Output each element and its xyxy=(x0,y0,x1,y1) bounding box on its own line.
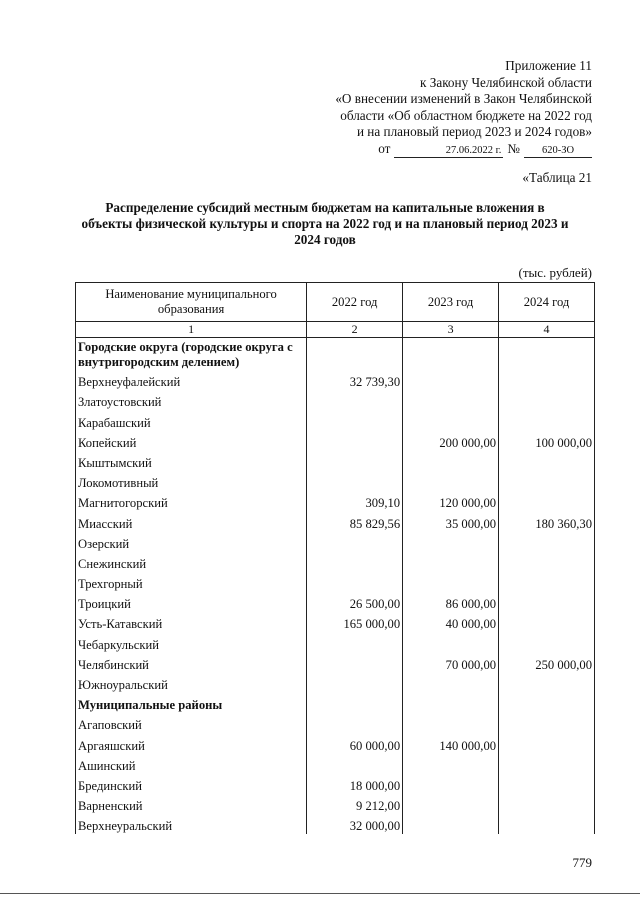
table-group-row xyxy=(76,338,595,371)
value-2023-cell: 70 000,00 xyxy=(403,653,499,673)
table-row xyxy=(76,713,595,733)
value-2022-cell xyxy=(307,532,403,552)
municipality-name-cell: Магнитогорский xyxy=(76,491,307,511)
value-2023-cell xyxy=(403,693,499,713)
column-header-2024: 2024 год xyxy=(499,283,595,322)
page-number: 779 xyxy=(572,855,592,870)
value-2024-cell xyxy=(499,491,595,511)
value-2024-cell: 100 000,00 xyxy=(499,431,595,451)
value-2022-cell xyxy=(307,338,403,371)
municipality-name-cell: Чебаркульский xyxy=(76,632,307,652)
from-label: от xyxy=(378,140,391,156)
municipality-name-cell: Варненский xyxy=(76,794,307,814)
column-header-2023: 2023 год xyxy=(403,283,499,322)
value-2024-cell xyxy=(499,410,595,430)
law-date-number xyxy=(292,141,592,158)
value-2024-cell: 250 000,00 xyxy=(499,653,595,673)
value-2022-cell: 85 829,56 xyxy=(307,511,403,531)
value-2023-cell xyxy=(403,814,499,834)
municipality-name-cell: Усть-Катавский xyxy=(76,612,307,632)
column-number: 1 xyxy=(76,322,307,338)
law-number: 620-ЗО xyxy=(524,144,592,158)
table-row xyxy=(76,370,595,390)
municipality-name-cell: Муниципальные районы xyxy=(76,693,307,713)
value-2023-cell: 200 000,00 xyxy=(403,431,499,451)
value-2022-cell: 18 000,00 xyxy=(307,774,403,794)
appendix-line: области «Об областном бюджете на 2022 год xyxy=(340,107,592,123)
appendix-line: Приложение 11 xyxy=(505,58,592,73)
table-row xyxy=(76,754,595,774)
value-2022-cell xyxy=(307,653,403,673)
value-2022-cell xyxy=(307,713,403,733)
value-2022-cell xyxy=(307,693,403,713)
value-2024-cell xyxy=(499,632,595,652)
table-row xyxy=(76,673,595,693)
value-2024-cell xyxy=(499,370,595,390)
value-2024-cell xyxy=(499,471,595,491)
column-number: 4 xyxy=(499,322,595,338)
value-2023-cell xyxy=(403,552,499,572)
value-2022-cell xyxy=(307,451,403,471)
municipality-name-cell: Челябинский xyxy=(76,653,307,673)
value-2024-cell xyxy=(499,733,595,753)
value-2024-cell xyxy=(499,713,595,733)
law-date: 27.06.2022 г. xyxy=(394,144,503,158)
value-2024-cell xyxy=(499,572,595,592)
municipality-name-cell: Аргаяшский xyxy=(76,733,307,753)
municipality-name-cell: Карабашский xyxy=(76,410,307,430)
value-2024-cell xyxy=(499,693,595,713)
municipality-name-cell: Миасский xyxy=(76,511,307,531)
value-2023-cell xyxy=(403,713,499,733)
value-2023-cell: 86 000,00 xyxy=(403,592,499,612)
value-2022-cell xyxy=(307,754,403,774)
municipality-name-cell: Ашинский xyxy=(76,754,307,774)
value-2023-cell xyxy=(403,471,499,491)
municipality-name-cell: Верхнеуфалейский xyxy=(76,370,307,390)
value-2022-cell: 309,10 xyxy=(307,491,403,511)
value-2022-cell: 26 500,00 xyxy=(307,592,403,612)
table-row xyxy=(76,632,595,652)
value-2022-cell xyxy=(307,390,403,410)
value-2023-cell: 140 000,00 xyxy=(403,733,499,753)
value-2024-cell xyxy=(499,532,595,552)
municipality-name-cell: Златоустовский xyxy=(76,390,307,410)
value-2024-cell xyxy=(499,774,595,794)
value-2023-cell xyxy=(403,794,499,814)
value-2022-cell: 60 000,00 xyxy=(307,733,403,753)
municipality-name-cell: Троицкий xyxy=(76,592,307,612)
column-number: 3 xyxy=(403,322,499,338)
value-2024-cell xyxy=(499,754,595,774)
appendix-line: «О внесении изменений в Закон Челябинской xyxy=(335,91,592,107)
municipality-name-cell: Озерский xyxy=(76,532,307,552)
municipality-name-cell: Южноуральский xyxy=(76,673,307,693)
value-2023-cell xyxy=(403,673,499,693)
table-row xyxy=(76,592,595,612)
value-2023-cell xyxy=(403,572,499,592)
value-2024-cell xyxy=(499,390,595,410)
municipality-name-cell: Копейский xyxy=(76,431,307,451)
appendix-header xyxy=(292,58,592,158)
table-row xyxy=(76,410,595,430)
page-bottom-rule xyxy=(0,893,640,894)
value-2023-cell xyxy=(403,532,499,552)
table-group-row xyxy=(76,693,595,713)
value-2024-cell xyxy=(499,592,595,612)
table-body xyxy=(76,338,595,835)
units-label: (тыс. рублей) xyxy=(518,265,592,280)
value-2023-cell: 120 000,00 xyxy=(403,491,499,511)
value-2023-cell xyxy=(403,370,499,390)
value-2022-cell xyxy=(307,471,403,491)
value-2022-cell: 165 000,00 xyxy=(307,612,403,632)
subsidies-table xyxy=(75,282,595,834)
column-number-row xyxy=(76,322,595,338)
table-row xyxy=(76,612,595,632)
table-row xyxy=(76,733,595,753)
column-header-name: Наименование муниципального образования xyxy=(76,283,307,322)
number-label: № xyxy=(507,140,520,156)
value-2022-cell: 32 000,00 xyxy=(307,814,403,834)
value-2023-cell: 35 000,00 xyxy=(403,511,499,531)
value-2022-cell xyxy=(307,572,403,592)
table-header-row xyxy=(76,283,595,322)
value-2024-cell xyxy=(499,814,595,834)
table-row xyxy=(76,511,595,531)
value-2023-cell: 40 000,00 xyxy=(403,612,499,632)
value-2022-cell: 32 739,30 xyxy=(307,370,403,390)
table-row xyxy=(76,653,595,673)
value-2023-cell xyxy=(403,632,499,652)
appendix-line: и на плановый период 2023 и 2024 годов» xyxy=(356,124,592,140)
table-row xyxy=(76,552,595,572)
table-row xyxy=(76,774,595,794)
value-2023-cell xyxy=(403,390,499,410)
appendix-line: к Закону Челябинской области xyxy=(420,74,592,90)
value-2022-cell xyxy=(307,431,403,451)
value-2024-cell xyxy=(499,794,595,814)
value-2024-cell xyxy=(499,552,595,572)
table-row xyxy=(76,532,595,552)
municipality-name-cell: Верхнеуральский xyxy=(76,814,307,834)
table-row xyxy=(76,572,595,592)
document-title: Распределение субсидий местным бюджетам на капитальные вложения в объекты физической культуры и спорта на 2022 год и на плановый период 2023 и 2024 годов xyxy=(81,200,569,247)
value-2022-cell xyxy=(307,673,403,693)
value-2023-cell xyxy=(403,338,499,371)
value-2022-cell xyxy=(307,410,403,430)
value-2024-cell xyxy=(499,612,595,632)
value-2024-cell xyxy=(499,338,595,371)
column-header-2022: 2022 год xyxy=(307,283,403,322)
municipality-name-cell: Кыштымский xyxy=(76,451,307,471)
value-2023-cell xyxy=(403,774,499,794)
table-row xyxy=(76,451,595,471)
municipality-name-cell: Агаповский xyxy=(76,713,307,733)
municipality-name-cell: Брединский xyxy=(76,774,307,794)
municipality-name-cell: Трехгорный xyxy=(76,572,307,592)
municipality-name-cell: Снежинский xyxy=(76,552,307,572)
value-2023-cell xyxy=(403,754,499,774)
table-row xyxy=(76,431,595,451)
table-row xyxy=(76,491,595,511)
value-2023-cell xyxy=(403,410,499,430)
value-2022-cell: 9 212,00 xyxy=(307,794,403,814)
table-row xyxy=(76,471,595,491)
column-number: 2 xyxy=(307,322,403,338)
municipality-name-cell: Локомотивный xyxy=(76,471,307,491)
value-2023-cell xyxy=(403,451,499,471)
municipality-name-cell: Городские округа (городские округа с внутригородским делением) xyxy=(76,338,307,371)
table-row xyxy=(76,814,595,834)
table-row xyxy=(76,390,595,410)
value-2024-cell: 180 360,30 xyxy=(499,511,595,531)
value-2022-cell xyxy=(307,552,403,572)
table-label: «Таблица 21 xyxy=(522,170,592,185)
value-2024-cell xyxy=(499,451,595,471)
table-row xyxy=(76,794,595,814)
value-2024-cell xyxy=(499,673,595,693)
value-2022-cell xyxy=(307,632,403,652)
